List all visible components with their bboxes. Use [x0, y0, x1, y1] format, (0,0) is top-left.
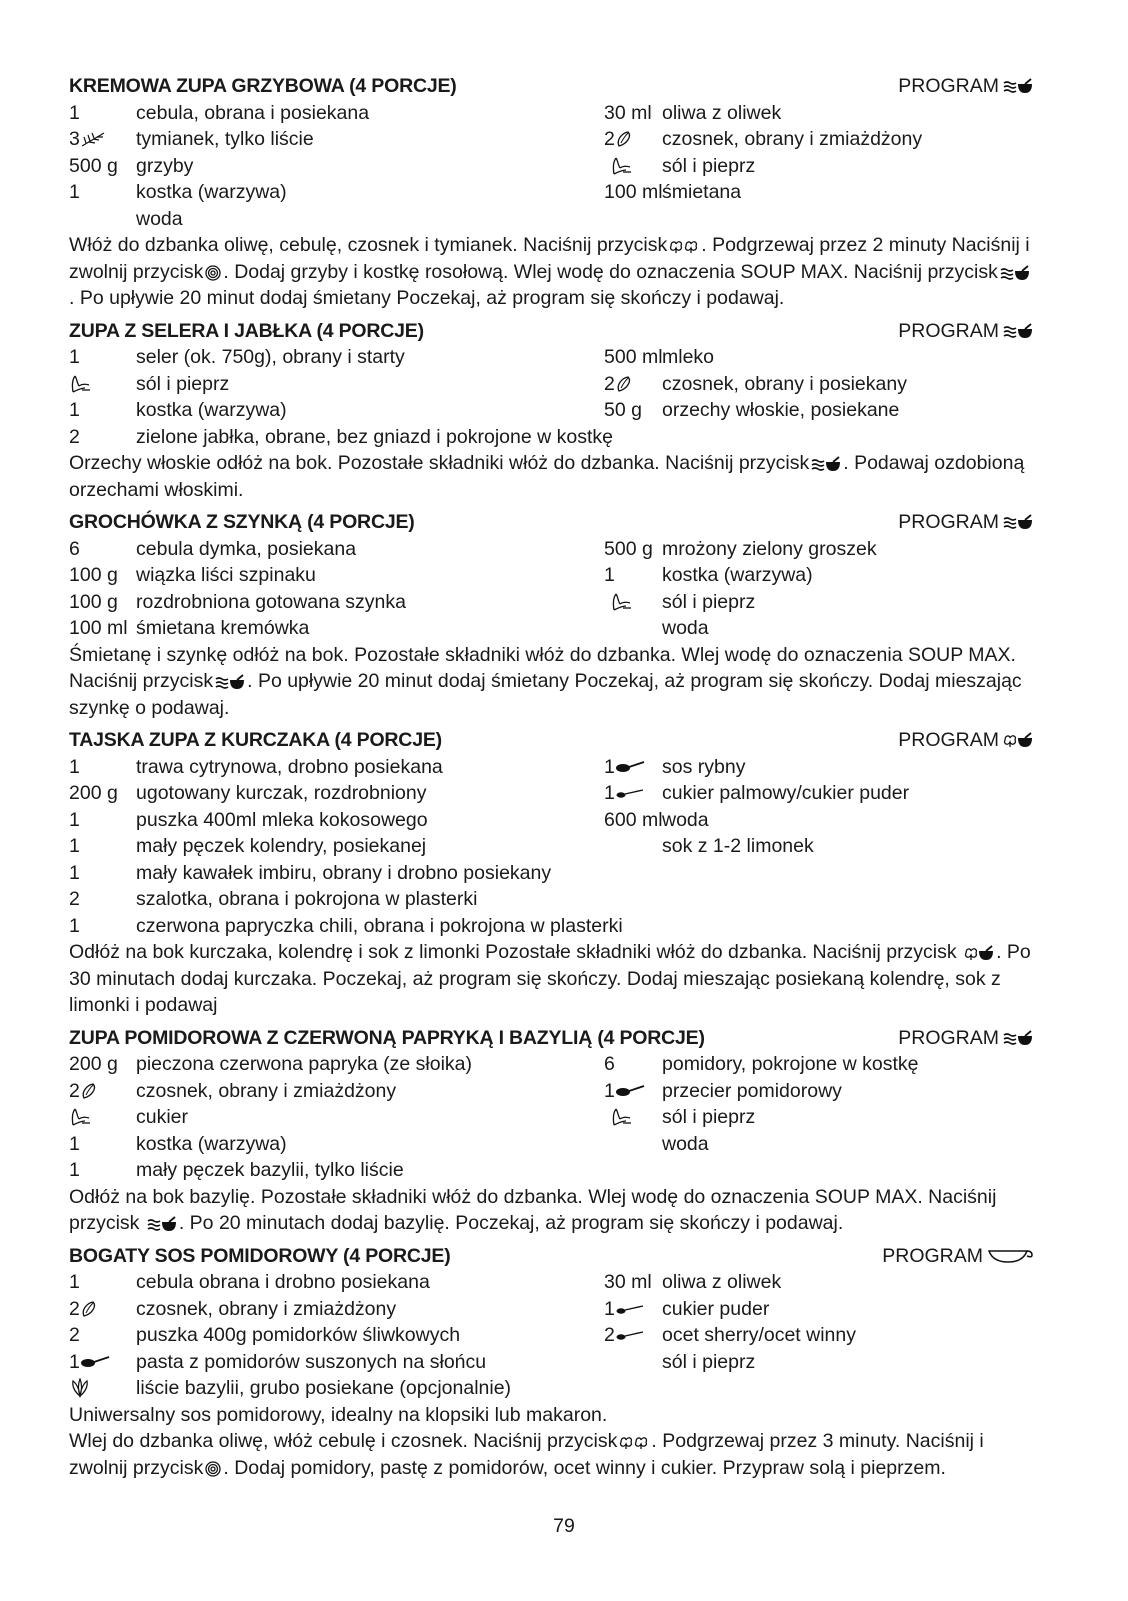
ingredient-row — [604, 562, 1035, 589]
ingredient-desc: woda — [662, 617, 709, 639]
ingredient-row — [69, 1296, 604, 1323]
ingredient-row — [69, 615, 604, 642]
ingredient-row — [604, 1131, 1035, 1158]
thai-soup-program-icon — [964, 945, 994, 961]
ingredient-qty: 30 ml — [604, 101, 652, 124]
ingredient-desc: pasta z pomidorów suszonych na słońcu — [136, 1350, 487, 1373]
ingredient-row — [69, 1322, 604, 1349]
ingredient-row — [604, 833, 1035, 860]
ingredient-qty: 500 ml — [604, 346, 663, 368]
ingredient-row — [69, 1269, 604, 1296]
ingredient-row — [69, 1157, 604, 1184]
ingredient-desc: mały pęczek bazylii, tylko liście — [136, 1159, 404, 1181]
ingredient-desc: trawa cytrynowa, drobno posiekana — [136, 755, 443, 778]
program-indicator — [898, 73, 1033, 100]
ingredient-qty: 1 — [69, 755, 80, 778]
ingredient-desc: sól i pieprz — [662, 1350, 756, 1373]
ingredient-desc: liście bazylii, grubo posiekane (opcjonalnie) — [136, 1377, 512, 1399]
ingredient-row — [69, 754, 604, 781]
ingredient-row — [604, 807, 1035, 834]
ingredient-desc: cebula obrana i drobno posiekana — [136, 1271, 430, 1293]
ingredient-qty: 200 g — [69, 782, 118, 804]
soup-program-icon — [1003, 323, 1033, 339]
ingredient-desc: cukier puder — [662, 1297, 770, 1320]
ingredient-row — [604, 754, 1035, 781]
ingredient-desc: śmietana — [662, 181, 742, 203]
ingredient-desc: woda — [662, 808, 709, 831]
program-label: PROGRAM — [898, 729, 999, 751]
ingredient-row — [604, 1078, 1035, 1105]
ingredient-qty: 500 g — [604, 537, 653, 560]
ingredient-desc: kostka (warzywa) — [136, 399, 287, 421]
recipe-method: Orzechy włoskie odłóż na bok. Pozostałe składniki włóż do dzbanka. Naciśnij przycisk . Podawaj ozdobioną orzechami włoskimi. — [69, 452, 1025, 501]
ingredient-qty: 1 — [604, 1078, 662, 1105]
ingredient-row — [69, 1051, 604, 1078]
ingredient-qty: 50 g — [604, 399, 642, 421]
ingredient-desc: kostka (warzywa) — [662, 564, 813, 586]
ingredient-row — [69, 206, 604, 233]
ingredient-row — [69, 1104, 604, 1131]
ingredient-qty: 1 — [69, 399, 80, 421]
ingredient-qty: 2 — [604, 371, 662, 398]
ingredient-desc: puszka 400ml mleka kokosowego — [136, 808, 428, 831]
ingredient-qty: 30 ml — [604, 1271, 652, 1293]
ingredient-row — [604, 1051, 1035, 1078]
ingredient-desc: przecier pomidorowy — [662, 1079, 842, 1102]
ingredient-qty: 1 — [604, 1296, 662, 1323]
ingredient-qty: 6 — [69, 537, 80, 560]
ingredient-desc: czosnek, obrany i posiekany — [662, 372, 907, 395]
ingredient-qty: 1 — [69, 1132, 80, 1155]
ingredient-row — [604, 1269, 1035, 1296]
ingredient-desc: pieczona czerwona papryka (ze słoika) — [136, 1053, 472, 1075]
teaspoon-icon — [615, 787, 645, 799]
ingredient-qty: 2 — [69, 1324, 80, 1346]
ingredient-row — [604, 1349, 1035, 1376]
program-label: PROGRAM — [898, 511, 999, 533]
ingredient-qty: 2 — [69, 1296, 136, 1323]
ingredient-row — [604, 126, 1035, 153]
program-indicator — [898, 727, 1033, 754]
ingredient-row — [69, 126, 604, 153]
program-label: PROGRAM — [898, 75, 999, 97]
recipe-pea-ham-soup — [69, 509, 1035, 721]
ingredient-row — [604, 371, 1035, 398]
soup-program-icon — [1003, 1030, 1033, 1046]
sauce-program-icon — [987, 1248, 1033, 1264]
recipe-method: Śmietanę i szynkę odłóż na bok. Pozostałe składniki włóż do dzbanka. Wlej wodę do oznaczenia SOUP MAX. Naciśnij przycisk . Po upływie 20 minut dodaj śmietany Poczekaj, aż program się skończy. Dodaj mieszając szynkę o podawaj. — [69, 643, 1022, 719]
ingredient-qty: 100 g — [69, 564, 118, 586]
page — [69, 73, 1035, 1481]
ingredient-qty: 200 g — [69, 1053, 118, 1075]
ingredient-row — [604, 1296, 1035, 1323]
ingredient-desc: mały pęczek kolendry, posiekanej — [136, 835, 427, 857]
ingredient-desc: oliwa z oliwek — [662, 1271, 782, 1293]
recipe-thai-chicken-soup — [69, 727, 1035, 1019]
ingredient-desc: kostka (warzywa) — [136, 181, 287, 203]
ingredient-row — [604, 179, 1035, 206]
ingredient-desc: seler (ok. 750g), obrany i starty — [136, 346, 405, 368]
garlic-clove-icon — [615, 375, 633, 393]
ingredient-desc: czosnek, obrany i zmiażdżony — [136, 1079, 397, 1102]
recipe-method: Wlej do dzbanka oliwę, włóż cebulę i czosnek. Naciśnij przycisk . Podgrzewaj przez 3 minuty. Naciśnij i zwolnij przycisk . Dodaj pomidory, pastę z pomidorów, ocet winny i cukier. Przypraw solą i pieprzem. — [69, 1430, 984, 1479]
soup-program-icon — [811, 456, 841, 472]
ingredient-row — [69, 100, 604, 127]
ingredient-row — [69, 780, 604, 807]
ingredient-qty: 2 — [69, 425, 80, 448]
program-label: PROGRAM — [898, 319, 999, 342]
teaspoon-icon — [615, 1303, 645, 1315]
program-indicator — [898, 318, 1033, 345]
ingredient-row — [69, 1349, 604, 1376]
soup-program-icon — [1003, 514, 1033, 530]
saute-program-icon — [669, 238, 699, 254]
ingredient-qty — [604, 1107, 662, 1127]
recipe-tomato-pepper-basil-soup — [69, 1025, 1035, 1237]
ingredient-desc: orzechy włoskie, posiekane — [662, 399, 900, 421]
ingredient-qty — [604, 592, 662, 612]
ingredient-qty — [604, 156, 662, 176]
program-label: PROGRAM — [882, 1244, 983, 1267]
ingredient-qty: 1 — [69, 101, 80, 124]
garlic-clove-icon — [615, 130, 633, 148]
ingredient-row — [604, 589, 1035, 616]
ingredient-row — [69, 179, 604, 206]
ingredient-qty: 1 — [69, 181, 80, 203]
ingredient-desc: zielone jabłka, obrane, bez gniazd i pokrojone w kostkę — [136, 425, 613, 448]
ingredient-qty — [69, 1107, 136, 1127]
ingredient-qty: 2 — [69, 888, 80, 910]
ingredient-row — [69, 1375, 604, 1402]
recipe-title: ZUPA Z SELERA I JABŁKA (4 PORCJE) — [69, 319, 424, 342]
program-indicator — [882, 1243, 1033, 1270]
garlic-clove-icon — [80, 1300, 98, 1318]
ingredient-qty: 2 — [69, 1078, 136, 1105]
tablespoon-icon — [615, 1085, 645, 1097]
ingredient-row — [69, 1078, 604, 1105]
ingredient-desc: mleko — [662, 346, 715, 368]
pinch-icon — [69, 374, 91, 394]
ingredient-row — [69, 371, 604, 398]
recipe-rich-tomato-sauce — [69, 1243, 1035, 1482]
basil-leaves-icon — [69, 1378, 91, 1398]
ingredient-desc: ocet sherry/ocet winny — [662, 1324, 857, 1346]
ingredient-qty: 1 — [604, 754, 662, 781]
ingredient-qty: 2 — [604, 126, 662, 153]
ingredient-row — [604, 100, 1035, 127]
ingredient-desc: rozdrobniona gotowana szynka — [136, 590, 406, 613]
ingredient-qty: 100 ml — [604, 181, 663, 203]
thai-soup-program-icon — [1003, 732, 1033, 748]
ingredient-desc: woda — [136, 207, 183, 230]
ingredient-qty: 500 g — [69, 154, 118, 177]
ingredient-row — [604, 397, 1035, 424]
ingredient-desc: sól i pieprz — [662, 1106, 756, 1128]
ingredient-desc: sos rybny — [662, 755, 746, 778]
ingredient-desc: pomidory, pokrojone w kostkę — [662, 1053, 919, 1075]
ingredient-row — [604, 536, 1035, 563]
teaspoon-icon — [615, 1329, 645, 1341]
ingredient-desc: sól i pieprz — [662, 154, 756, 177]
ingredient-qty: 1 — [604, 564, 615, 586]
pinch-icon — [610, 1107, 632, 1127]
ingredient-row — [604, 1322, 1035, 1349]
recipe-title: TAJSKA ZUPA Z KURCZAKA (4 PORCJE) — [69, 729, 442, 751]
ingredient-row — [604, 344, 1035, 371]
ingredient-qty — [69, 1378, 136, 1398]
recipe-method: Włóż do dzbanka oliwę, cebulę, czosnek i tymianek. Naciśnij przycisk . Podgrzewaj przez 2 minuty Naciśnij i zwolnij przycisk . Dodaj grzyby i kostkę rosołową. Wlej wodę do oznaczenia SOUP MAX. Naciśnij przycisk. Po upływie 20 minut dodaj śmietany Poczekaj, aż program się skończy i podawaj. — [69, 234, 1030, 309]
ingredient-row — [69, 562, 604, 589]
ingredient-qty: 1 — [69, 808, 80, 831]
saute-program-icon — [619, 1434, 649, 1450]
ingredient-row — [604, 1104, 1035, 1131]
ingredient-desc: czosnek, obrany i zmiażdżony — [662, 128, 923, 150]
ingredient-desc: cebula, obrana i posiekana — [136, 101, 370, 124]
ingredient-desc: cebula dymka, posiekana — [136, 537, 357, 560]
ingredient-desc: czerwona papryczka chili, obrana i pokrojona w plasterki — [136, 914, 623, 937]
recipe-method: Odłóż na bok kurczaka, kolendrę i sok z limonki Pozostałe składniki włóż do dzbanka. Naciśnij przycisk . Po 30 minutach dodaj kurczaka. Poczekaj, aż program się skończy. Dodaj mieszając posiekaną kolendrę, sok z limonki i podawaj — [69, 941, 1031, 1016]
recipe-title: KREMOWA ZUPA GRZYBOWA (4 PORCJE) — [69, 75, 457, 97]
ingredient-desc: sól i pieprz — [662, 590, 756, 613]
ingredient-row — [69, 860, 604, 887]
ingredient-qty: 3 — [69, 126, 136, 153]
ingredient-row — [604, 615, 1035, 642]
ingredient-qty: 100 g — [69, 590, 118, 613]
pulse-icon — [205, 265, 221, 281]
ingredient-desc: puszka 400g pomidorków śliwkowych — [136, 1324, 461, 1346]
ingredient-desc: kostka (warzywa) — [136, 1132, 287, 1155]
ingredient-desc: mrożony zielony groszek — [662, 537, 877, 560]
ingredient-row — [69, 344, 604, 371]
ingredient-desc: grzyby — [136, 154, 194, 177]
ingredient-qty: 1 — [69, 914, 80, 937]
recipe-title: BOGATY SOS POMIDOROWY (4 PORCJE) — [69, 1244, 451, 1267]
ingredient-qty: 1 — [69, 835, 80, 857]
ingredient-qty: 100 ml — [69, 617, 128, 639]
ingredient-desc: cukier — [136, 1106, 189, 1128]
soup-program-icon — [215, 674, 245, 690]
ingredient-desc: woda — [662, 1132, 709, 1155]
ingredient-qty: 600 ml — [604, 808, 663, 831]
recipe-celery-apple-soup — [69, 318, 1035, 504]
tablespoon-icon — [615, 761, 645, 773]
program-indicator — [898, 509, 1033, 536]
tablespoon-icon — [80, 1356, 110, 1368]
ingredient-row — [69, 153, 604, 180]
recipe-method: Odłóż na bok bazylię. Pozostałe składniki włóż do dzbanka. Wlej wodę do oznaczenia SOUP MAX. Naciśnij przycisk . Po 20 minutach dodaj bazylię. Poczekaj, aż program się skończy i podawaj. — [69, 1185, 997, 1234]
ingredient-qty: 1 — [69, 861, 80, 884]
ingredient-desc: ugotowany kurczak, rozdrobniony — [136, 782, 427, 804]
ingredient-desc: mały kawałek imbiru, obrany i drobno posiekany — [136, 861, 552, 884]
ingredient-row — [69, 886, 604, 913]
ingredient-row — [604, 780, 1035, 807]
recipe-title: GROCHÓWKA Z SZYNKĄ (4 PORCJE) — [69, 511, 415, 533]
ingredient-row — [69, 1131, 604, 1158]
ingredient-desc: oliwa z oliwek — [662, 101, 782, 124]
ingredient-qty: 1 — [69, 1349, 136, 1376]
pulse-icon — [205, 1461, 221, 1477]
page-number: 79 — [553, 1515, 575, 1537]
ingredient-desc: szalotka, obrana i pokrojona w plasterki — [136, 888, 478, 910]
ingredient-desc: sól i pieprz — [136, 372, 230, 395]
ingredient-desc: cukier palmowy/cukier puder — [662, 782, 910, 804]
soup-program-icon — [1003, 78, 1033, 94]
ingredient-qty: 1 — [69, 1271, 80, 1293]
sprig-icon — [80, 131, 106, 147]
soup-program-icon — [147, 1216, 177, 1232]
ingredient-row — [69, 589, 604, 616]
ingredient-desc: śmietana kremówka — [136, 617, 310, 639]
ingredient-qty: 6 — [604, 1053, 615, 1075]
ingredient-qty: 1 — [604, 780, 662, 807]
recipe-title: ZUPA POMIDOROWA Z CZERWONĄ PAPRYKĄ I BAZYLIĄ (4 PORCJE) — [69, 1026, 705, 1049]
ingredient-desc: tymianek, tylko liście — [136, 128, 314, 150]
ingredient-qty — [69, 374, 136, 394]
ingredient-row — [69, 833, 604, 860]
ingredient-desc: wiązka liści szpinaku — [136, 564, 316, 586]
program-indicator — [898, 1025, 1033, 1052]
ingredient-row — [69, 397, 604, 424]
pinch-icon — [69, 1107, 91, 1127]
program-label: PROGRAM — [898, 1026, 999, 1049]
ingredient-row — [69, 536, 604, 563]
pinch-icon — [610, 592, 632, 612]
ingredient-qty: 1 — [69, 1159, 80, 1181]
soup-program-icon — [1000, 265, 1030, 281]
pinch-icon — [610, 156, 632, 176]
ingredient-row — [604, 153, 1035, 180]
garlic-clove-icon — [80, 1082, 98, 1100]
ingredient-qty: 2 — [604, 1322, 662, 1349]
recipe-intro: Uniwersalny sos pomidorowy, idealny na klopsiki lub makaron. — [69, 1403, 608, 1426]
ingredient-qty: 1 — [69, 346, 80, 368]
ingredient-desc: sok z 1-2 limonek — [662, 835, 814, 857]
ingredient-row — [69, 807, 604, 834]
recipe-mushroom-soup — [69, 73, 1035, 312]
ingredient-desc: czosnek, obrany i zmiażdżony — [136, 1297, 397, 1320]
